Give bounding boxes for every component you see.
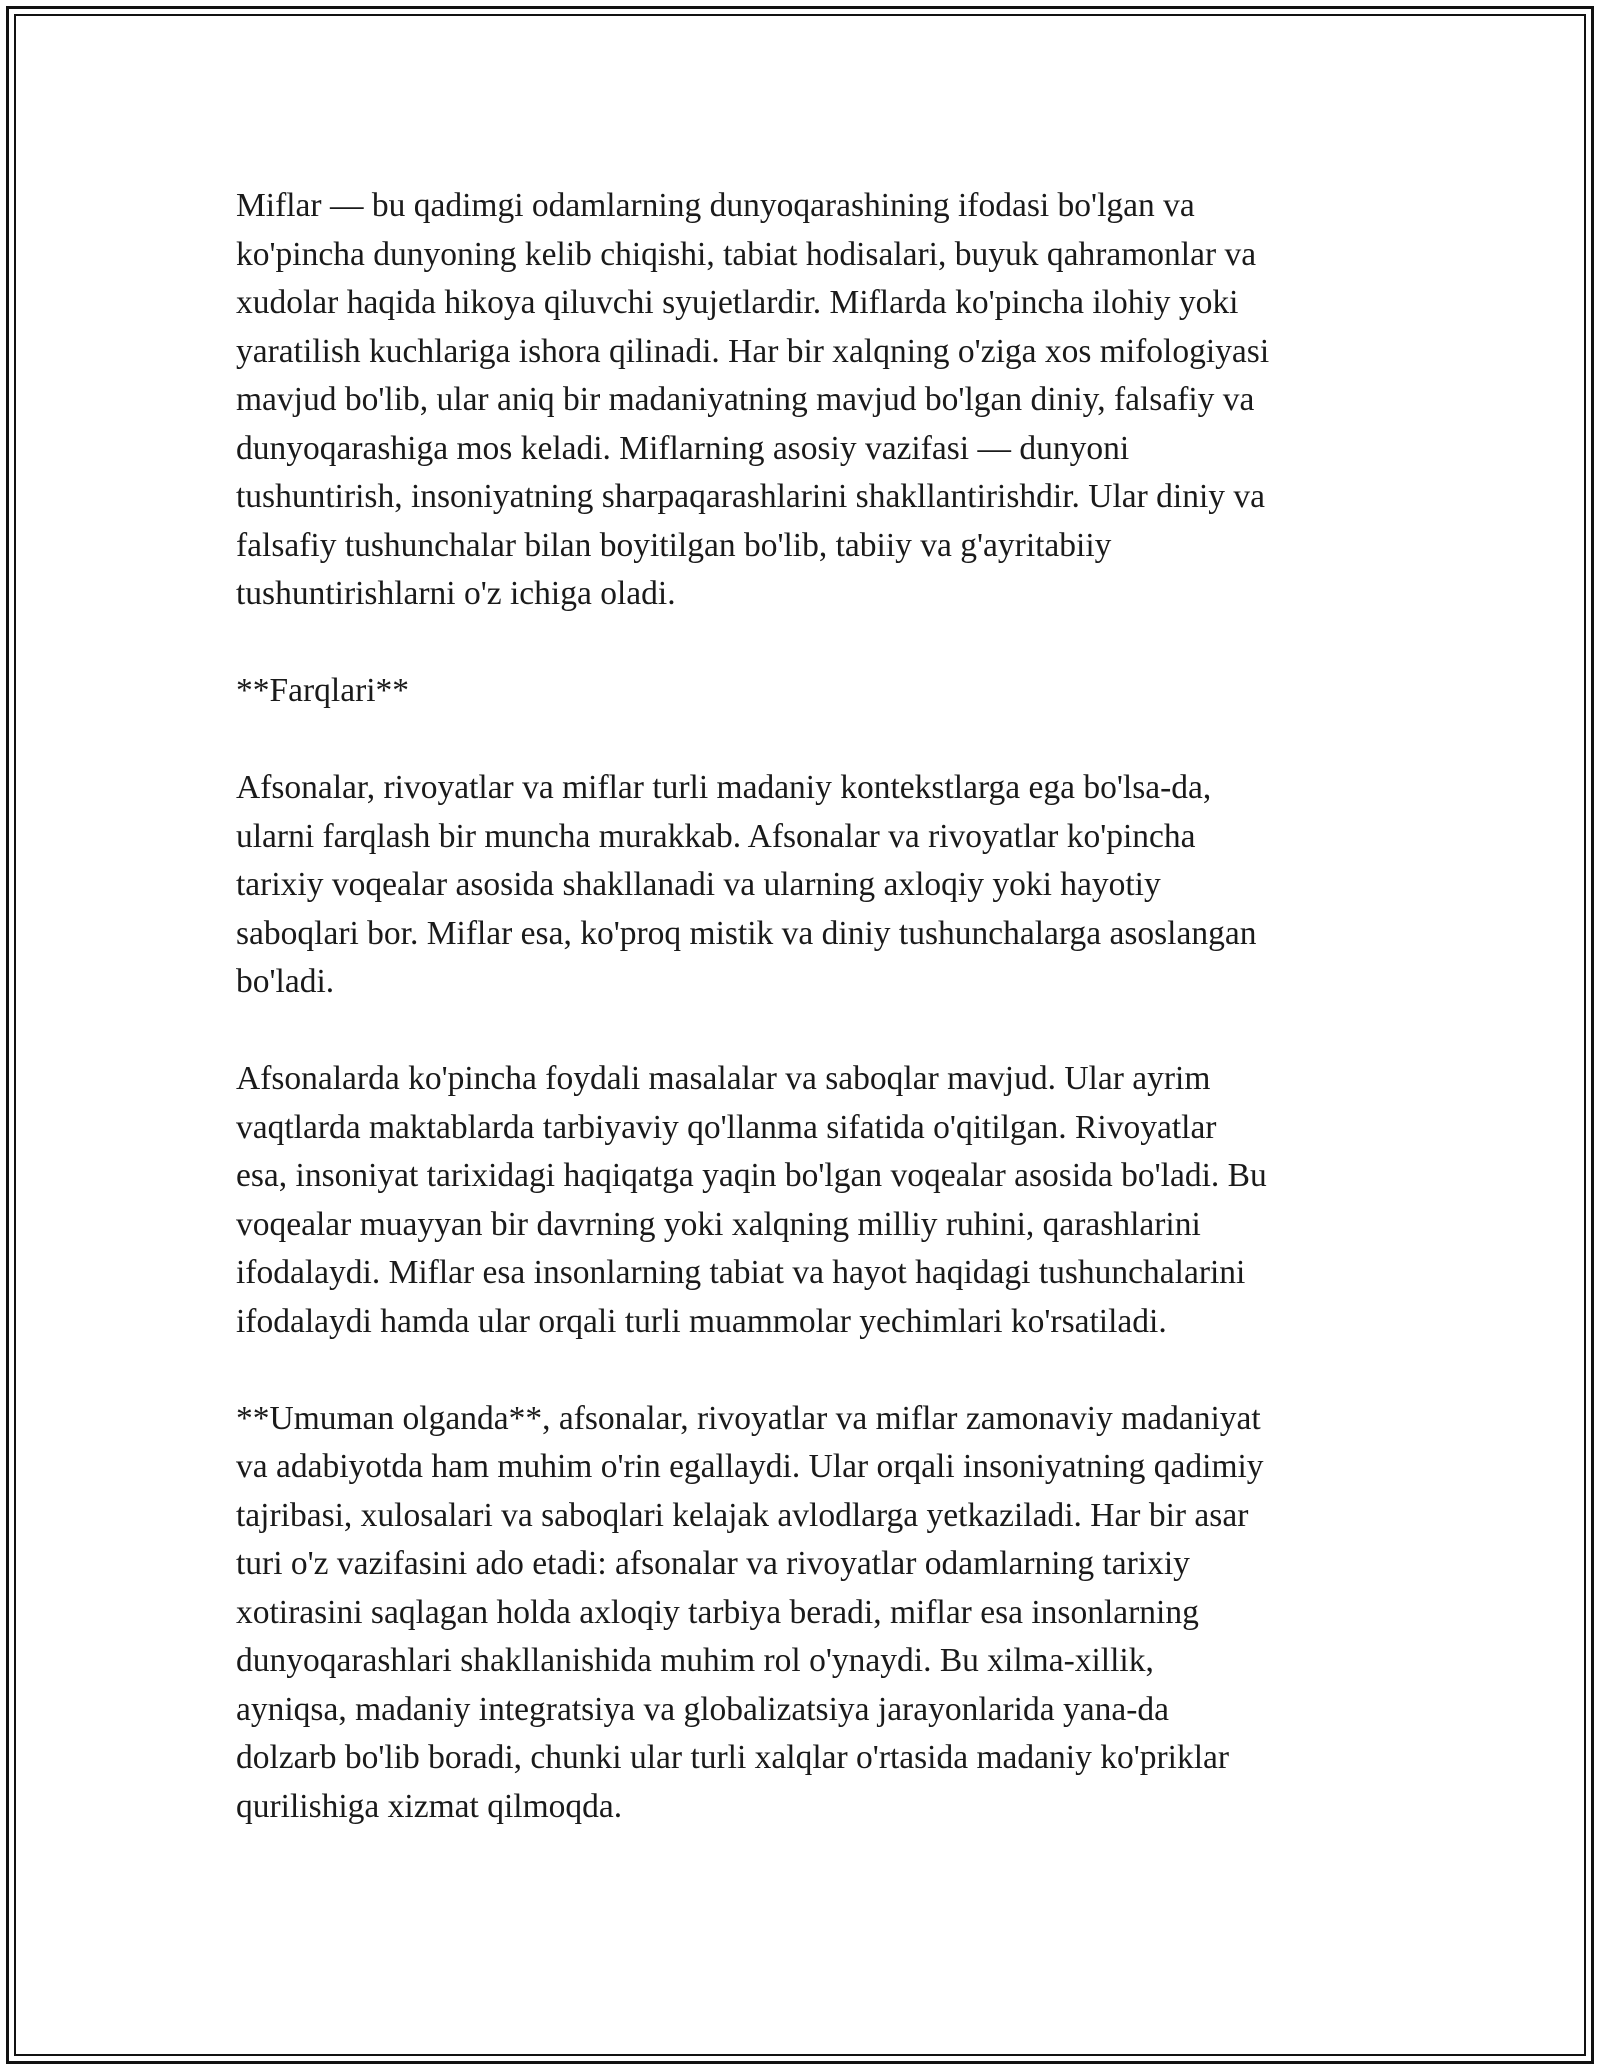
section-heading-farqlari: **Farqlari**: [236, 672, 410, 709]
paragraph-conclusion: **Umuman olganda**, afsonalar, rivoyatlar va miflar zamonaviy madaniyat va adabiyotda ham muhim o'rin egallaydi. Ular orqali insoniyatning qadimiy tajribasi, xulosalari va saboqlari kelajak avlodlarga yetkaziladi. Har bir asar turi o'z vazifasini ado etadi: afsonalar va rivoyatlar odamlarning tarixiy xotirasini saqlagan holda axloqiy tarbiya beradi, miflar esa insonlarning dunyoqarashlari shakllanishida muhim rol o'ynaydi. Bu xilma-xillik, ayniqsa, madaniy integratsiya va globalizatsiya jarayonlarida yana-da dolzarb bo'lib boradi, chunki ular turli xalqlar o'rtasida madaniy ko'priklar qurilishiga xizmat qilmoqda.: [236, 1399, 1264, 1825]
paragraph-miflar-definition: Miflar — bu qadimgi odamlarning dunyoqarashining ifodasi bo'lgan va ko'pincha dunyoning kelib chiqishi, tabiat hodisalari, buyuk qahramonlar va xudolar haqida hikoya qiluvchi syujetlardir. Miflarda ko'pincha ilohiy yoki yaratilish kuchlariga ishora qilinadi. Har bir xalqning o'ziga xos mifologiyasi mavjud bo'lib, ular aniq bir madaniyatning mavjud bo'lgan diniy, falsafiy va dunyoqarashiga mos keladi. Miflarning asosiy vazifasi — dunyoni tushuntirish, insoniyatning sharpaqarashlarini shakllantirishdir. Ular diniy va falsafiy tushunchalar bilan boyitilgan bo'lib, tabiiy va g'ayritabiiy tushuntirishlarni o'z ichiga oladi.: [236, 187, 1270, 612]
paragraph-afsonalar-rivoyatlar: Afsonalarda ko'pincha foydali masalalar va saboqlar mavjud. Ular ayrim vaqtlarda maktablarda tarbiyaviy qo'llanma sifatida o'qitilgan. Rivoyatlar esa, insoniyat tarixidagi haqiqatga yaqin bo'lgan voqealar asosida bo'ladi. Bu voqealar muayyan bir davrning yoki xalqning milliy ruhini, qarashlarini ifodalaydi. Miflar esa insonlarning tabiat va hayot haqidagi tushunchalarini ifodalaydi hamda ular orqali turli muammolar yechimlari ko'rsatiladi.: [236, 1060, 1267, 1340]
document-body: [236, 182, 1376, 1880]
paragraph-differences: Afsonalar, rivoyatlar va miflar turli madaniy kontekstlarga ega bo'lsa-da, ularni farqlash bir muncha murakkab. Afsonalar va rivoyatlar ko'pincha tarixiy voqealar asosida shakllanadi va ularning axloqiy yoki hayotiy saboqlari bor. Miflar esa, ko'proq mistik va diniy tushunchalarga asoslangan bo'ladi.: [236, 769, 1257, 1000]
